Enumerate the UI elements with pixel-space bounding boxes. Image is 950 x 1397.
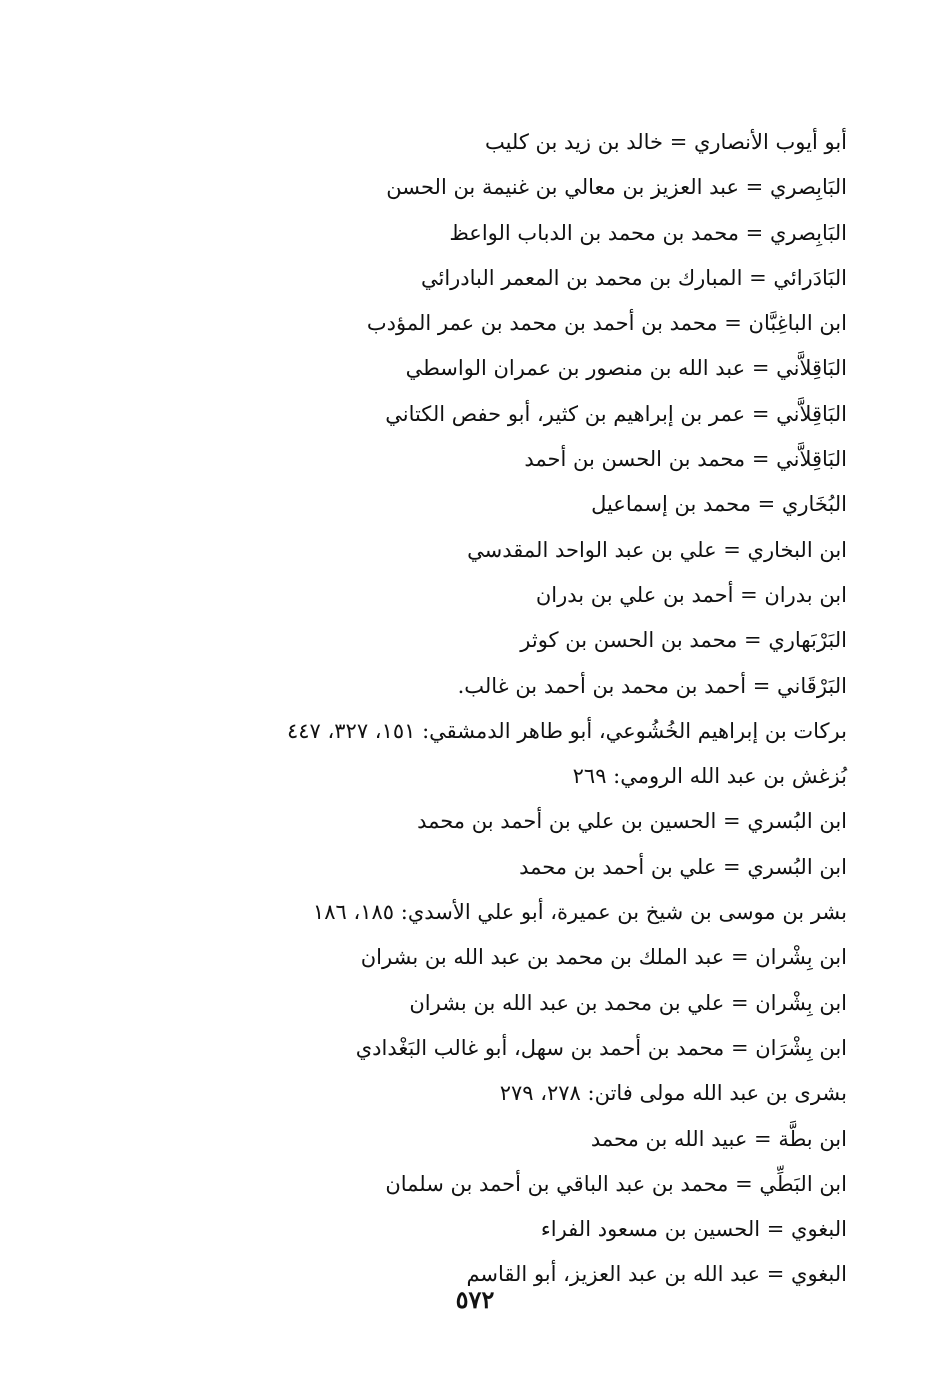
index-entry: ابن البَطِّي = محمد بن عبد الباقي بن أحمد بن سلمان [385, 1171, 847, 1196]
index-entry: البغوي = عبد الله بن عبد العزيز، أبو القاسم [466, 1262, 847, 1287]
index-entry: ابن بِشْرَان = محمد بن أحمد بن سهل، أبو غالب البَغْدادي [355, 1035, 847, 1060]
index-entry: البَاقِلاَّني = محمد بن الحسن بن أحمد [524, 447, 847, 472]
index-entry: ابن الباغِبَّان = محمد بن أحمد بن محمد بن عمر المؤدب [366, 311, 847, 336]
index-entry: أبو أيوب الأنصاري = خالد بن زيد بن كليب [484, 130, 847, 154]
index-entry: ابن البخاري = علي بن عبد الواحد المقدسي [467, 537, 847, 562]
index-entry: بشرى بن عبد الله مولى فاتن: ٢٧٨، ٢٧٩ [499, 1081, 847, 1106]
index-entries [207, 120, 847, 1298]
index-entry: بُزغش بن عبد الله الرومي: ٢٦٩ [572, 764, 847, 789]
index-entry: البَابِصري = عبد العزيز بن معالي بن غنيمة بن الحسن [386, 175, 847, 200]
page-number: ٥٧٢ [455, 1285, 495, 1314]
index-entry: بركات بن إبراهيم الخُشُوعي، أبو طاهر الدمشقي: ١٥١، ٣٢٧، ٤٤٧ [286, 718, 847, 743]
index-entry: ابن بِشْران = عبد الملك بن محمد بن عبد الله بن بشران [360, 945, 847, 970]
index-entry: البُخَاري = محمد بن إسماعيل [591, 492, 847, 517]
index-entry: البَرْبَهاري = محمد بن الحسن بن كوثر [520, 628, 847, 653]
index-entry: البَابِصري = محمد بن محمد بن الدباب الواعظ [449, 220, 847, 245]
index-entry: البَرْقَاني = أحمد بن محمد بن أحمد بن غالب. [457, 673, 847, 698]
index-entry: ابن بدران = أحمد بن علي بن بدران [535, 582, 847, 607]
index-entry: ابن البُسري = علي بن أحمد بن محمد [519, 854, 847, 879]
index-entry: ابن بِشْران = علي بن محمد بن عبد الله بن بشران [409, 990, 847, 1015]
index-entry: البَاقِلاَّني = عمر بن إبراهيم بن كثير، أبو حفص الكتاني [385, 401, 847, 426]
index-entry: بشر بن موسى بن شيخ بن عميرة، أبو علي الأسدي: ١٨٥، ١٨٦ [312, 900, 847, 925]
index-entry: ابن البُسري = الحسين بن علي بن أحمد بن محمد [417, 809, 847, 834]
index-entry: البَادَرائي = المبارك بن محمد بن المعمر البادرائي [420, 265, 847, 290]
index-entry: البغوي = الحسين بن مسعود الفراء [540, 1217, 847, 1242]
index-entry: البَاقِلاَّني = عبد الله بن منصور بن عمران الواسطي [405, 356, 847, 381]
index-entry: ابن بطَّة = عبيد الله بن محمد [590, 1126, 847, 1151]
